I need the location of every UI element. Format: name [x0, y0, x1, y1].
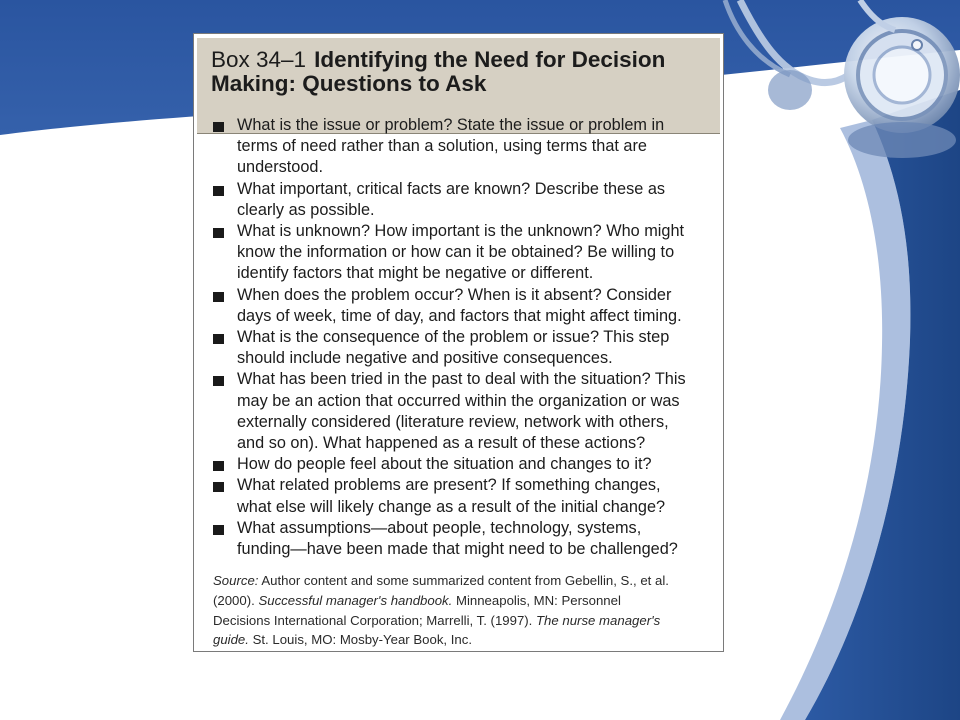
- question-line: How do people feel about the situation and changes to it?: [237, 455, 652, 474]
- question-line: externally considered (literature review, network with others,: [237, 412, 669, 431]
- question-line: What is the issue or problem? State the issue or problem in: [237, 116, 665, 134]
- question-line: When does the problem occur? When is it absent? Consider: [237, 285, 672, 304]
- question-line: what else will likely change as a result of the initial change?: [237, 497, 666, 516]
- square-bullet-icon: [213, 122, 224, 132]
- box-title-line1: Identifying the Need for Decision: [314, 47, 666, 72]
- square-bullet-icon: [213, 461, 224, 471]
- question-line: What related problems are present? If something changes,: [237, 476, 661, 495]
- square-bullet-icon: [213, 292, 224, 302]
- question-list: [210, 115, 715, 560]
- square-bullet-icon: [213, 334, 224, 344]
- source-book-2b: guide.: [213, 632, 249, 648]
- source-text-4: Decisions International Corporation; Marrelli, T. (1997).: [213, 612, 536, 628]
- question-line: clearly as possible.: [237, 200, 375, 219]
- box-title-line2: Making: Questions to Ask: [211, 71, 487, 96]
- square-bullet-icon: [213, 186, 224, 196]
- question-line: know the information or how can it be obtained? Be willing to: [237, 243, 675, 262]
- question-line: What has been tried in the past to deal with the situation? This: [237, 370, 686, 389]
- question-line: days of week, time of day, and factors that might affect timing.: [237, 306, 682, 325]
- question-line: should include negative and positive consequences.: [237, 349, 613, 368]
- question-line: What is unknown? How important is the unknown? Who might: [237, 222, 685, 241]
- question-line: What important, critical facts are known? Describe these as: [237, 179, 666, 198]
- question-item: [210, 179, 715, 221]
- question-line: may be an action that occurred within the organization or was: [237, 391, 680, 410]
- source-text-1: Author content and some summarized content from Gebellin, S., et al.: [258, 573, 669, 588]
- source-book-1: Successful manager's handbook.: [258, 592, 453, 608]
- source-label: Source:: [213, 573, 259, 588]
- question-line: and so on). What happened as a result of these actions?: [237, 434, 646, 453]
- question-line: What assumptions—about people, technology, systems,: [237, 518, 642, 537]
- question-item: [210, 327, 715, 369]
- question-item: [210, 115, 715, 179]
- question-item: [210, 518, 715, 560]
- question-line: terms of need rather than a solution, using terms that are: [237, 137, 647, 156]
- question-line: understood.: [237, 158, 323, 177]
- question-line: identify factors that might be negative or different.: [237, 264, 594, 283]
- square-bullet-icon: [213, 482, 224, 492]
- question-line: What is the consequence of the problem or issue? This step: [237, 328, 670, 347]
- square-bullet-icon: [213, 376, 224, 386]
- box-number: Box 34–1: [211, 47, 307, 72]
- question-item: [210, 221, 715, 285]
- square-bullet-icon: [213, 228, 224, 238]
- source-book-2a: The nurse manager's: [536, 612, 661, 628]
- source-text-3: Minneapolis, MN: Personnel: [452, 592, 621, 608]
- question-line: funding—have been made that might need to be challenged?: [237, 540, 678, 559]
- box-title: [211, 48, 711, 96]
- question-item: [210, 475, 715, 517]
- source-text-2: (2000).: [213, 592, 259, 608]
- question-item: [210, 285, 715, 327]
- source-citation: [213, 571, 718, 650]
- question-item: [210, 454, 715, 475]
- source-text-5: St. Louis, MO: Mosby-Year Book, Inc.: [248, 632, 472, 648]
- square-bullet-icon: [213, 525, 224, 535]
- decision-making-box: [193, 33, 724, 652]
- question-item: [210, 369, 715, 454]
